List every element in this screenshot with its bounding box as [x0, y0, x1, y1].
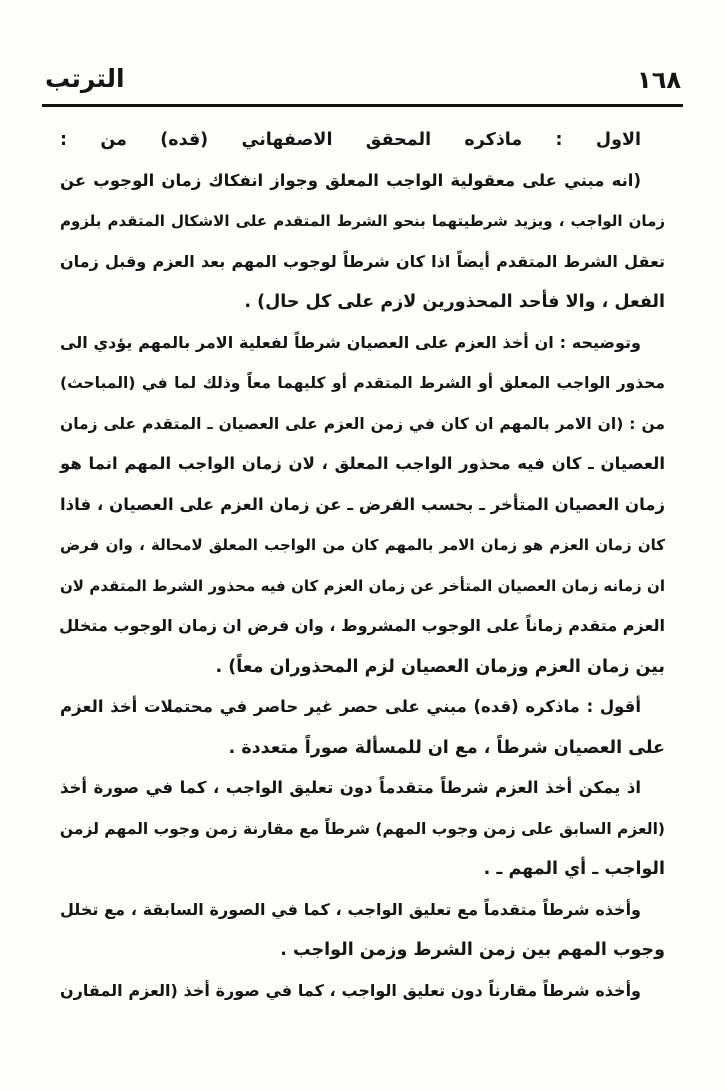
header-rule — [42, 104, 683, 107]
text-line: من : (ان الامر بالمهم ان كان في زمن العزم على العصيان ـ المتقدم على زمان — [60, 414, 665, 433]
text-line: كان زمان العزم هو زمان الامر بالمهم كان من الواجب المعلق لامحالة ، وان فرض — [60, 536, 665, 554]
page-header — [45, 62, 683, 102]
text-line: (العزم السابق على زمن وجوب المهم) شرطاً مع مقارنة زمن وجوب المهم لزمن — [59, 819, 665, 838]
text-line: أقول : ماذكره (قده) مبني على حصر غير حاصر في محتملات أخذ العزم — [60, 697, 641, 716]
text-line: اذ يمكن أخذ العزم شرطاً متقدماً دون تعليق الواجب ، كما في صورة أخذ — [60, 778, 641, 797]
text-line: ان زمانه زمان العصيان المتأخر عن زمان العزم كان فيه محذور الشرط المتقدم لان — [60, 576, 665, 595]
body-text — [60, 120, 665, 1091]
text-line: العزم متقدم زماناً على الوجوب المشروط ، وان فرض ان زمان الوجوب متخلل — [59, 616, 665, 635]
text-line: العصيان ـ كان فيه محذور الواجب المعلق ، لان زمان الواجب المهم انما هو — [60, 454, 665, 473]
text-line: بين زمان العزم وزمان العصيان لزم المحذوران معاً) . — [215, 656, 665, 677]
text-line: زمان العصيان المتأخر ـ بحسب الفرض ـ عن زمان العزم على العصيان ، فاذا — [60, 494, 665, 514]
text-line: وأخذه شرطاً مقارناً دون تعليق الواجب ، كما في صورة أخذ (العزم المقارن — [60, 980, 641, 1000]
page-number: ١٦٨ — [637, 66, 681, 94]
text-line: تعقل الشرط المتقدم أيضاً اذا كان شرطاً لوجوب المهم بعد العزم وقبل زمان — [60, 251, 665, 271]
text-line: الواجب ـ أي المهم ـ . — [483, 859, 665, 879]
text-line: على العصيان شرطاً ، مع ان للمسألة صوراً متعددة . — [228, 737, 665, 758]
text-line: وجوب المهم بين زمن الشرط وزمن الواجب . — [280, 940, 665, 960]
text-line: (انه مبني على معقولية الواجب المعلق وجواز انفكاك زمان الوجوب عن — [60, 170, 641, 190]
text-line: الاول : ماذكره المحقق الاصفهاني (قده) من : — [60, 130, 641, 150]
text-line: محذور الواجب المعلق أو الشرط المتقدم أو كليهما معاً وذلك لما في (المباحث) — [60, 374, 665, 392]
text-line: زمان الواجب ، ويزيد شرطيتهما بنحو الشرط المتقدم على الاشكال المتقدم بلزوم — [60, 212, 665, 230]
running-title: الترتب — [45, 64, 125, 93]
text-line: وأخذه شرطاً متقدماً مع تعليق الواجب ، كما في الصورة السابقة ، مع تخلل — [60, 899, 641, 919]
text-line: الفعل ، والا فأحد المحذورين لازم على كل حال) . — [244, 292, 665, 312]
text-line: وتوضيحه : ان أخذ العزم على العصيان شرطاً لفعلية الامر بالمهم يؤدي الى — [60, 332, 641, 352]
